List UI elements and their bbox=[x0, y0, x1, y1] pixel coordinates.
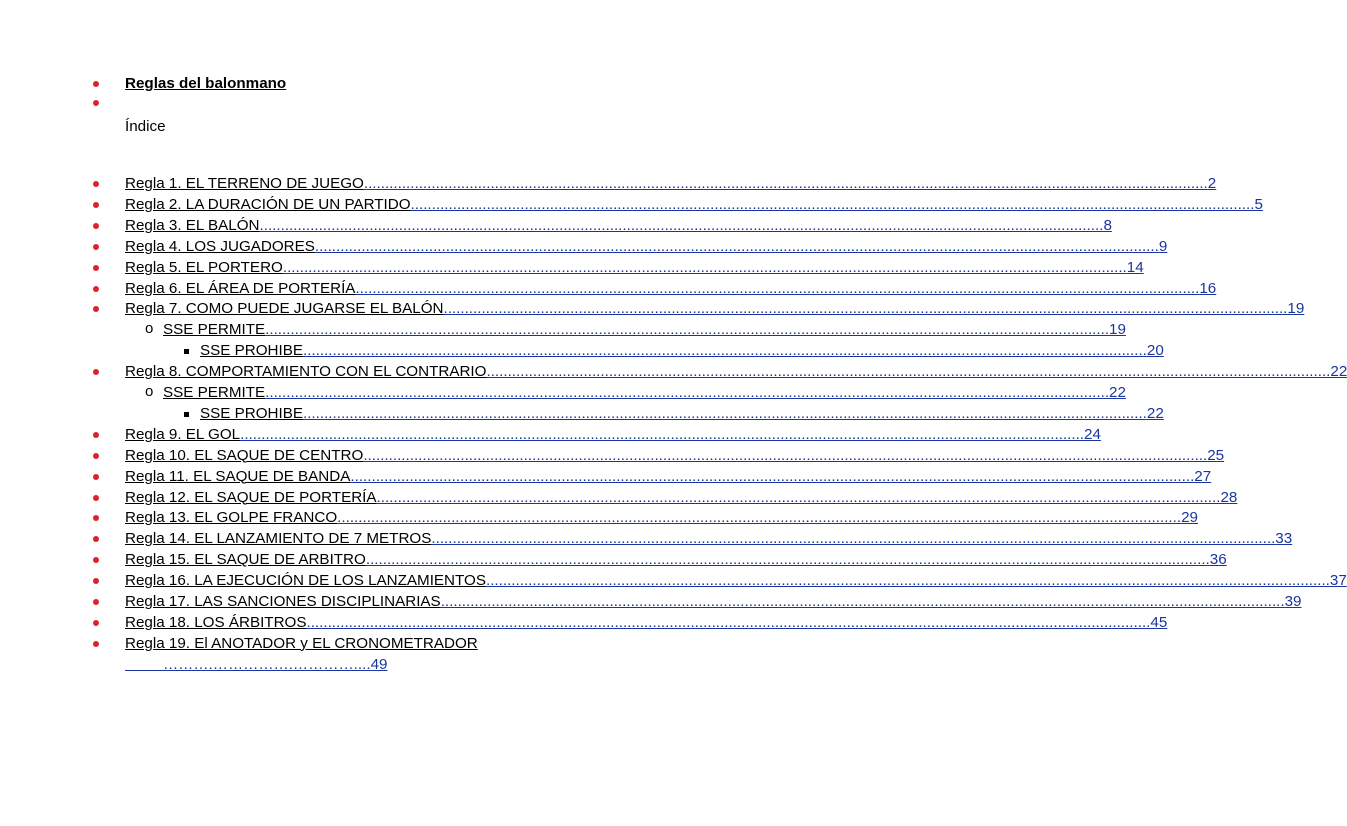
toc-entry-title[interactable]: SSE PROHIBE bbox=[200, 404, 303, 422]
toc-entry-page-number[interactable]: 37 bbox=[1329, 572, 1347, 590]
toc-entry[interactable] bbox=[125, 425, 1101, 445]
toc-entry[interactable] bbox=[200, 341, 1164, 361]
toc-leader-dots: ........................................................................................................................................................................................................ bbox=[485, 572, 1330, 590]
toc-entry[interactable] bbox=[125, 634, 478, 654]
toc-entry-page-number[interactable]: 22 bbox=[1330, 363, 1347, 381]
toc-entry-title[interactable]: Regla 12. EL SAQUE DE PORTERÍA bbox=[125, 488, 377, 506]
toc-entry-title[interactable]: Regla 7. COMO PUEDE JUGARSE EL BALÓN bbox=[125, 300, 444, 318]
toc-entry[interactable] bbox=[163, 320, 1126, 340]
toc-entry-title[interactable]: Regla 5. EL PORTERO bbox=[125, 258, 283, 276]
toc-entry-page-number[interactable]: 39 bbox=[1284, 593, 1302, 610]
index-heading: Índice bbox=[125, 118, 166, 135]
toc-entry-title[interactable]: Regla 19. El ANOTADOR y EL CRONOMETRADOR bbox=[125, 634, 478, 652]
bullet-icon bbox=[93, 620, 99, 626]
toc-entry-page-number[interactable]: 19 bbox=[1287, 300, 1305, 318]
toc-leader-space bbox=[125, 655, 163, 675]
bullet-icon bbox=[93, 265, 99, 271]
toc-leader-dots: ........................................................................................................................................................................................................ bbox=[376, 488, 1221, 506]
toc-leader-dots: ........................................................................................................................................................................................................ bbox=[350, 467, 1195, 485]
toc-leader-dots: ........................................................................................................................................................................................................ bbox=[486, 363, 1331, 381]
toc-entry-title[interactable]: Regla 13. EL GOLPE FRANCO bbox=[125, 509, 338, 527]
toc-entry-page-number[interactable]: 29 bbox=[1181, 509, 1198, 527]
bullet-icon bbox=[93, 81, 99, 87]
toc-entry-page-number[interactable]: 2 bbox=[1207, 175, 1217, 192]
toc-entry-title[interactable]: Regla 3. EL BALÓN bbox=[125, 216, 260, 234]
toc-entry[interactable] bbox=[125, 446, 1225, 466]
toc-leader-dots: ........................................................................................................................................................................................................ bbox=[265, 384, 1110, 401]
toc-entry-title[interactable]: Regla 8. COMPORTAMIENTO CON EL CONTRARIO bbox=[125, 363, 487, 381]
toc-entry-title[interactable]: Regla 2. LA DURACIÓN DE UN PARTIDO bbox=[125, 195, 411, 213]
toc-entry-page-number[interactable]: 24 bbox=[1084, 425, 1101, 443]
toc-entry[interactable] bbox=[125, 592, 1302, 612]
toc-entry-title[interactable]: Regla 10. EL SAQUE DE CENTRO bbox=[125, 446, 364, 464]
toc-entry[interactable] bbox=[125, 362, 1347, 382]
bullet-icon bbox=[93, 369, 99, 375]
bullet-icon bbox=[93, 578, 99, 584]
toc-leader-dots: ........................................................................................................................................................................................................ bbox=[365, 551, 1210, 569]
toc-leader-dots: ........................................................................................................................................................................................................ bbox=[363, 446, 1208, 464]
toc-entry-page-number[interactable]: 28 bbox=[1220, 488, 1238, 506]
toc-entry[interactable] bbox=[125, 571, 1347, 591]
toc-leader-dots: ........................................................................................................................................................................................................ bbox=[259, 216, 1104, 234]
bullet-icon bbox=[93, 557, 99, 563]
toc-entry-title[interactable]: Regla 14. EL LANZAMIENTO DE 7 METROS bbox=[125, 530, 432, 548]
toc-entry-page-number[interactable]: 36 bbox=[1209, 551, 1227, 569]
toc-entry[interactable] bbox=[125, 488, 1238, 508]
bullet-icon bbox=[93, 432, 99, 438]
toc-entry[interactable] bbox=[125, 237, 1168, 257]
toc-entry-title[interactable]: Regla 9. EL GOL bbox=[125, 425, 241, 443]
toc-leader-dots: ........................................................................................................................................................................................................ bbox=[440, 593, 1285, 610]
document-title[interactable]: Reglas del balonmano bbox=[125, 75, 287, 92]
toc-entry-page-number[interactable]: 49 bbox=[370, 655, 388, 673]
toc-entry-page-number[interactable]: 19 bbox=[1109, 321, 1126, 339]
bullet-icon bbox=[93, 100, 99, 106]
toc-leader-dots: ........................................................................................................................................................................................................ bbox=[363, 175, 1208, 192]
bullet-icon bbox=[93, 641, 99, 647]
toc-entry-page-number[interactable]: 33 bbox=[1275, 530, 1293, 548]
toc-entry[interactable] bbox=[125, 174, 1217, 194]
toc-entry[interactable] bbox=[125, 613, 1168, 633]
toc-entry[interactable] bbox=[163, 383, 1126, 403]
toc-leader-dots: ........................................................................................................................................................................................................ bbox=[302, 404, 1147, 422]
bullet-icon bbox=[93, 202, 99, 208]
toc-leader-dots: ........................................................................................................................................................................................................ bbox=[306, 613, 1151, 631]
toc-entry-title[interactable]: Regla 1. EL TERRENO DE JUEGO bbox=[125, 175, 364, 192]
toc-entry-title[interactable]: SSE PERMITE bbox=[163, 384, 266, 401]
toc-entry-page-number[interactable]: 25 bbox=[1207, 446, 1225, 464]
toc-entry[interactable] bbox=[125, 195, 1263, 215]
toc-leader-dots: ........................................................................................................................................................................................................ bbox=[314, 237, 1159, 255]
toc-leader-dots: ........................................................................................................................................................................................................ bbox=[410, 195, 1255, 213]
toc-entry-title[interactable]: SSE PROHIBE bbox=[200, 342, 303, 360]
toc-entry-title[interactable]: Regla 16. LA EJECUCIÓN DE LOS LANZAMIENTOS bbox=[125, 572, 486, 590]
bullet-icon bbox=[93, 536, 99, 542]
toc-leader-dots: ........................................................................................................................................................................................................ bbox=[443, 300, 1288, 318]
toc-entry-page-number[interactable]: 27 bbox=[1194, 467, 1212, 485]
toc-entry-title[interactable]: Regla 18. LOS ÁRBITROS bbox=[125, 613, 307, 631]
toc-leader-dots: ……….…………….………….... bbox=[162, 655, 371, 673]
bullet-icon bbox=[93, 474, 99, 480]
toc-entry-page-number[interactable]: 20 bbox=[1146, 342, 1164, 360]
toc-entry-title[interactable]: Regla 4. LOS JUGADORES bbox=[125, 237, 315, 255]
toc-entry-page-number[interactable]: 45 bbox=[1150, 613, 1168, 631]
toc-entry-page-number[interactable]: 22 bbox=[1146, 404, 1164, 422]
toc-entry-page-number[interactable]: 9 bbox=[1158, 237, 1168, 255]
circle-bullet-icon: o bbox=[145, 320, 154, 338]
toc-entry[interactable] bbox=[125, 299, 1305, 319]
toc-entry[interactable] bbox=[125, 216, 1112, 236]
square-bullet-icon bbox=[184, 412, 189, 417]
bullet-icon bbox=[93, 599, 99, 605]
circle-bullet-icon: o bbox=[145, 383, 154, 400]
toc-entry-title[interactable]: Regla 17. LAS SANCIONES DISCIPLINARIAS bbox=[125, 593, 441, 610]
square-bullet-icon bbox=[184, 349, 189, 354]
toc-entry-page-number[interactable]: 8 bbox=[1103, 216, 1112, 234]
toc-entry-page-number[interactable]: 22 bbox=[1109, 384, 1126, 401]
bullet-icon bbox=[93, 244, 99, 250]
toc-entry[interactable] bbox=[125, 279, 1217, 299]
bullet-icon bbox=[93, 495, 99, 501]
toc-leader-dots: ........................................................................................................................................................................................................ bbox=[265, 321, 1110, 339]
toc-entry[interactable] bbox=[125, 467, 1212, 487]
toc-leader-dots: ........................................................................................................................................................................................................ bbox=[302, 342, 1147, 360]
toc-leader-dots: ........................................................................................................................................................................................................ bbox=[355, 279, 1200, 297]
toc-entry-page-number[interactable]: 16 bbox=[1199, 279, 1217, 297]
toc-entry-title[interactable]: SSE PERMITE bbox=[163, 321, 266, 339]
bullet-icon bbox=[93, 223, 99, 229]
toc-entry[interactable] bbox=[125, 258, 1144, 278]
bullet-icon bbox=[93, 286, 99, 292]
toc-leader-dots: ........................................................................................................................................................................................................ bbox=[431, 530, 1276, 548]
toc-entry-title[interactable]: Regla 15. EL SAQUE DE ARBITRO bbox=[125, 551, 366, 569]
toc-entry[interactable] bbox=[200, 404, 1164, 424]
toc-entry-page-number[interactable]: 14 bbox=[1126, 258, 1144, 276]
bullet-icon bbox=[93, 306, 99, 312]
toc-entry-continuation[interactable] bbox=[125, 655, 387, 675]
toc-leader-dots: ........................................................................................................................................................................................................ bbox=[282, 258, 1127, 276]
toc-leader-dots: ........................................................................................................................................................................................................ bbox=[337, 509, 1182, 527]
toc-entry-title[interactable]: Regla 6. EL ÁREA DE PORTERÍA bbox=[125, 279, 356, 297]
toc-entry-title[interactable]: Regla 11. EL SAQUE DE BANDA bbox=[125, 467, 351, 485]
toc-entry[interactable] bbox=[125, 508, 1198, 528]
bullet-icon bbox=[93, 515, 99, 521]
toc-entry[interactable] bbox=[125, 550, 1227, 570]
toc-entry-page-number[interactable]: 5 bbox=[1254, 195, 1263, 213]
toc-entry[interactable] bbox=[125, 529, 1293, 549]
toc-leader-dots: ........................................................................................................................................................................................................ bbox=[240, 425, 1085, 443]
bullet-icon bbox=[93, 181, 99, 187]
bullet-icon bbox=[93, 453, 99, 459]
